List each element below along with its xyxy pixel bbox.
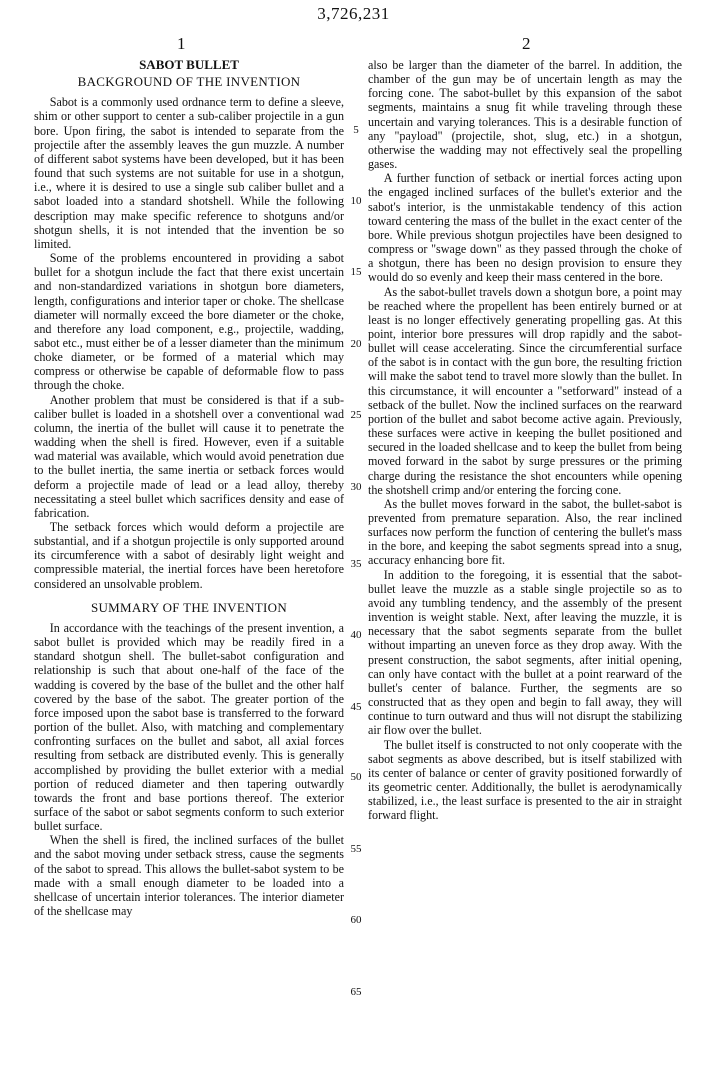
- line-number: 60: [350, 914, 362, 926]
- patent-number: 3,726,231: [317, 4, 390, 23]
- line-number: 50: [350, 771, 362, 783]
- document-title: SABOT BULLET: [139, 57, 239, 72]
- column-number-left: 1: [177, 34, 186, 53]
- line-number: 20: [350, 338, 362, 350]
- background-paragraph: Sabot is a commonly used ordnance term to define a sleeve, shim or other support to center a sub-caliber projectile in a gun bore. Upon firing, the sabot is intended to separate from the projectile after the assembly leaves the gun muzzle. A number of different sabot systems have been developed, but it has been found that such systems are not suitable for use in a shotgun, i.e., where it is desired to use a single sub caliber bullet and a sabot loaded into a standard shotshell. While the following description may make specific reference to shotguns and/or shotgun shells, it is not intended that the invention be so limited.: [34, 95, 344, 251]
- line-number: 40: [350, 629, 362, 641]
- line-number: 5: [353, 124, 359, 136]
- line-number: 65: [350, 986, 362, 998]
- background-paragraph: Some of the problems encountered in providing a sabot bullet for a shotgun include the fact that there exist uncertain and non-standardized variations in shotgun bore diameters, length, configurations and interior taper or choke. The shellcase diameter will normally exceed the bore diameter or the choke, and therefore any load component, e.g., projectile, wadding, sabot etc., must either be of a lesser diameter than the minimum choke diameter, or be formed of a material which may compress or otherwise be capable of deformable flow to pass through the choke.: [34, 251, 344, 393]
- body-paragraph: also be larger than the diameter of the barrel. In addition, the chamber of the gun may be of uncertain length as may the forcing cone. The sabot-bullet by this expansion of the sabot segments, maintains a snug fit while traveling through these uncertain and varying tolerances. This is a desirable function of any "payload" (projectile, shot, slug, etc.) in a shotgun, otherwise the wadding may not effectively seal the propelling gases.: [368, 58, 682, 172]
- body-paragraph: As the sabot-bullet travels down a shotgun bore, a point may be reached where the propellent has been entirely burned or at least is no longer effectively generating propelling gas. At this point, interior bore pressures will drop rapidly and the sabot-bullet will cease accelerating. Since the circumferential surface of the sabot is in contact with the gun bore, the resulting friction will make the sabot tend to travel more slowly than the bullet. In this circumstance, it will encounter a "setforward" instead of a setback of the bullet. Now the inclined surfaces on the rearward portion of the bullet and sabot become active again. Previously, these surfaces were active in keeping the bullet positioned and secured in the loaded shellcase and to keep the bullet from being moved forward in the sabot by surge pressures or the priming charge during the resistance the shot encounters while opening the shotshell crimp and/or entering the forcing cone.: [368, 284, 682, 497]
- column-number-right: 2: [522, 34, 531, 53]
- body-paragraph: As the bullet moves forward in the sabot, the bullet-sabot is prevented from premature separation. Also, the rear inclined surfaces now perform the function of centering the bullet's mass in the bore, and keeping the sabot segments spread into a snug, accuracy enhancing bore fit.: [368, 496, 682, 568]
- body-paragraph: The bullet itself is constructed to not only cooperate with the sabot segments as above described, but is itself stabilized with its center of balance or center of gravity positioned forwardly of its geometric center. Additionally, the bullet is aerodynamically stabilized, i.e., the least surface is presented to the air in straight forward flight.: [368, 737, 682, 823]
- body-paragraph: In addition to the foregoing, it is essential that the sabot-bullet leave the muzzle as a stable single projectile so as to avoid any tumbling tendency, and the assembly of the present invention is weight stable. Next, after leaving the muzzle, it is necessary that the sabot segments separate from the bullet without imparting an uneven force as they drop away. With the present construction, the sabot segments, after initial opening, can only have contact with the bullet at a point rearward of the bullet's center of balance. Further, the segments are so constructed that as they open and begin to fall away, they will continue to turn outward and thus will not disrupt the stabilizing air flow over the bullet.: [368, 567, 682, 738]
- summary-paragraph: In accordance with the teachings of the present invention, a sabot bullet is provided which may be readily fired in a standard shotgun shell. The bullet-sabot configuration and relationship is such that about one-half of the face of the wadding is covered by the base of the bullet and the other half covered by the base of the sabot. The greater portion of the force imposed upon the sabot base is transferred to the forward portion of the bullet. Also, with matching and complementary confronting surfaces on the bullet and sabot, all axial forces resulting from setback are distributed evenly. This is generally accomplished by providing the bullet exterior with a medial portion of reduced diameter and then tapering outwardly towards the front and base portions thereof. The exterior surface of the sabot or sabot segments conform to such exterior bullet surface.: [34, 620, 344, 834]
- summary-paragraph: When the shell is fired, the inclined surfaces of the bullet and the sabot moving under setback stress, cause the segments of the sabot to spread. This allows the bullet-sabot system to be made with a small enough diameter to be loaded into a shellcase of uncertain interior tolerances. The interior diameter of the shellcase may: [34, 833, 344, 919]
- background-paragraph: The setback forces which would deform a projectile are substantial, and if a shotgun projectile is only supported around its circumference with a sabot of desirably light weight and compressible material, the inertial forces have been heretofore considered an unsolvable problem.: [34, 520, 344, 591]
- left-column: [34, 58, 344, 918]
- line-number: 15: [350, 266, 362, 278]
- line-number: 30: [350, 481, 362, 493]
- background-heading: BACKGROUND OF THE INVENTION: [77, 74, 301, 90]
- line-number: 25: [350, 409, 362, 421]
- line-number: 35: [350, 558, 362, 570]
- body-paragraph: A further function of setback or inertial forces acting upon the engaged inclined surfaces of the bullet's exterior and the sabot's interior, is the unmistakable tendency of this action toward centering the mass of the bullet in the exact center of the bore. While previous shotgun projectiles have been designed to compress or "swage down" as they passed through the choke of a shotgun, there has been no design provision to ensure they would do so evenly and keep their mass centered in the bore.: [368, 171, 682, 285]
- line-number: 10: [350, 195, 362, 207]
- right-column: [368, 58, 682, 822]
- summary-heading: SUMMARY OF THE INVENTION: [90, 599, 288, 615]
- background-paragraph: Another problem that must be considered is that if a sub-caliber bullet is loaded in a shotshell over a conventional wad column, the inertia of the bullet will cause it to penetrate the wadding when the shell is fired. However, even if a suitable wad material was available, which would avoid penetration due to the bullet inertia, the same inertia or setback forces would deform a projectile made of lead or a lead alloy, thereby necessitating a steel bullet which sacrifices density and ease of fabrication.: [34, 392, 344, 520]
- line-number: 55: [350, 843, 362, 855]
- line-number: 45: [350, 701, 362, 713]
